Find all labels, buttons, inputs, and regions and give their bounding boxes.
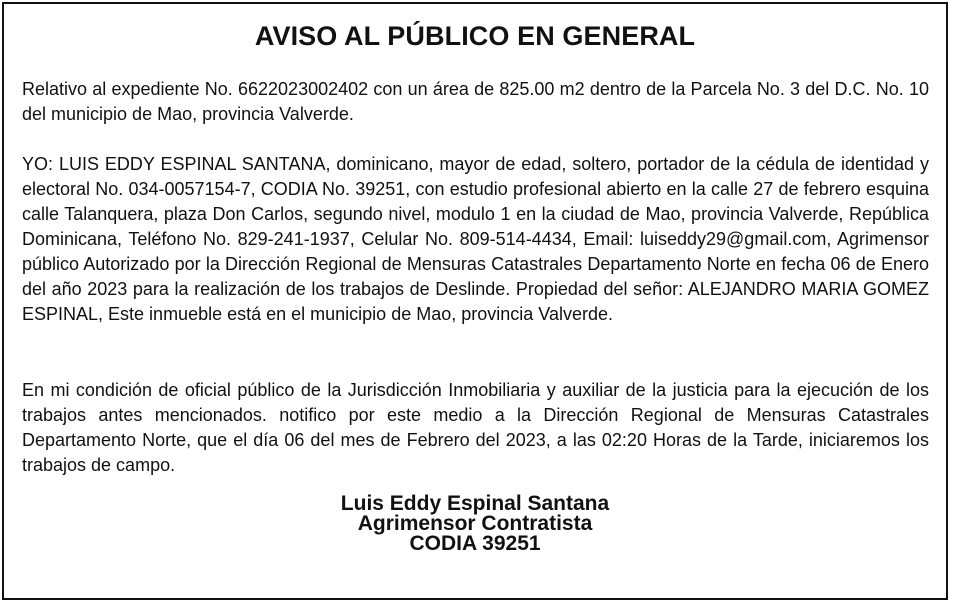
signature-block bbox=[4, 494, 946, 554]
signature-codia: CODIA 39251 bbox=[409, 532, 541, 555]
notice-paragraph-reference: Relativo al expediente No. 6622023002402 con un área de 825.00 m2 dentro de la Parcela No. 3 del D.C. No. 10 del municipio de Mao, provincia Valverde. bbox=[22, 79, 929, 124]
notice-frame bbox=[2, 2, 948, 600]
notice-paragraph-notification: En mi condición de oficial público de la Jurisdicción Inmobiliaria y auxiliar de la justicia para la ejecución de los trabajos antes mencionados. notifico por este medio a la Dirección Regional de Mensuras Catastrales Departamento Norte, que el día 06 del mes de Febrero del 2023, a las 02:20 Horas de la Tarde, iniciaremos los trabajos de campo. bbox=[22, 380, 929, 475]
notice-title: AVISO AL PÚBLICO EN GENERAL bbox=[254, 21, 696, 51]
signature-role: Agrimensor Contratista bbox=[357, 512, 593, 535]
notice-paragraph-surveyor-declaration: YO: LUIS EDDY ESPINAL SANTANA, dominicano, mayor de edad, soltero, portador de la cédula de identidad y electoral No. 034-0057154-7, CODIA No. 39251, con estudio profesional abierto en la calle 27 de febrero esquina calle Talanquera, plaza Don Carlos, segundo nivel, modulo 1 en la ciudad de Mao, provincia Valverde, República Dominicana, Teléfono No. 829-241-1937, Celular No. 809-514-4434, Email: luiseddy29@gmail.com, Agrimensor público Autorizado por la Dirección Regional de Mensuras Catastrales Departamento Norte en fecha 06 de Enero del año 2023 para la realización de los trabajos de Deslinde. Propiedad del señor: ALEJANDRO MARIA GOMEZ ESPINAL, Este inmueble está en el municipio de Mao, provincia Valverde. bbox=[22, 154, 929, 324]
signature-name: Luis Eddy Espinal Santana bbox=[340, 492, 610, 515]
